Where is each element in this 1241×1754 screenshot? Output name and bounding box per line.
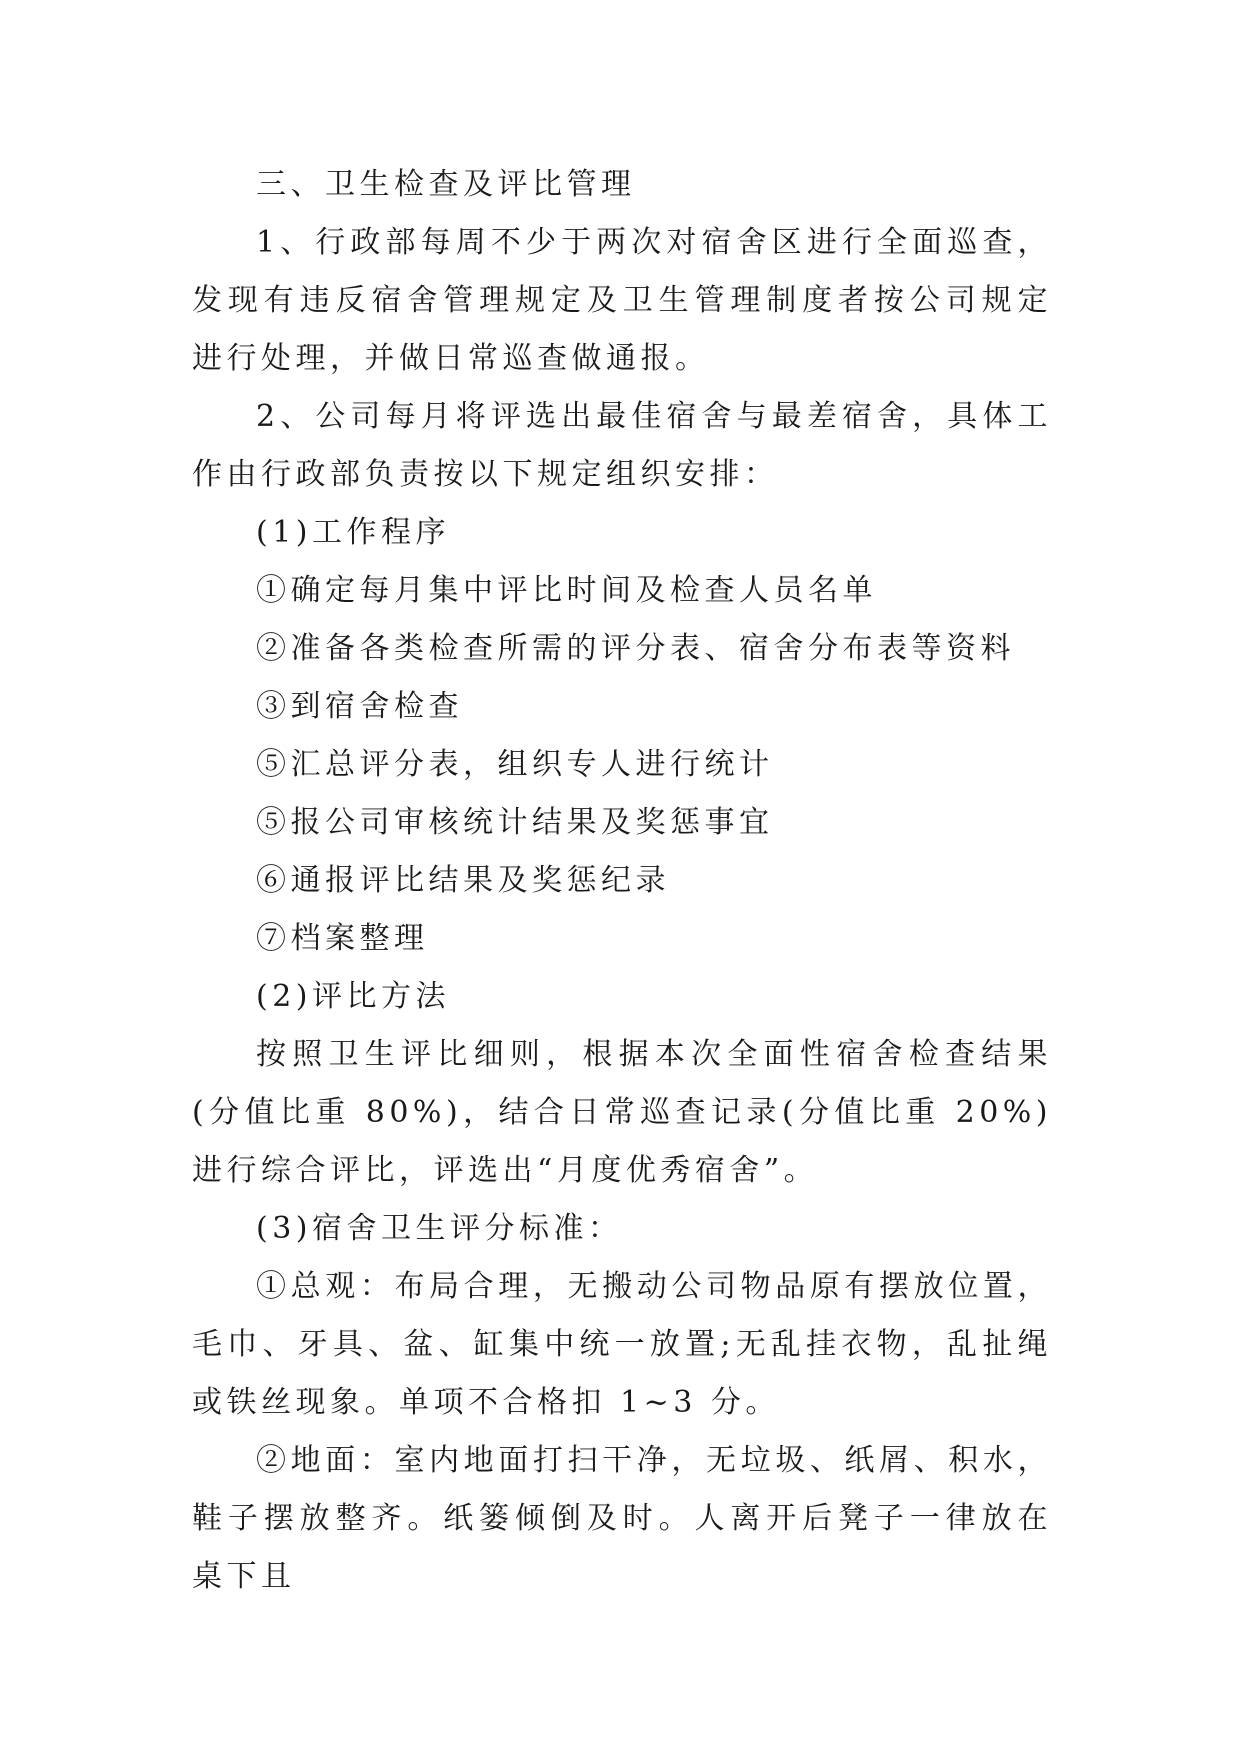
procedure-step: ⑦档案整理 [256, 921, 429, 956]
procedure-step: ③到宿舍检查 [256, 689, 463, 724]
procedure-step: ⑤报公司审核统计结果及奖惩事宜 [256, 805, 774, 840]
subheading-procedure: (1)工作程序 [256, 515, 450, 550]
paragraph-monthly-selection: 2、公司每月将评选出最佳宿舍与最差宿舍，具体工作由行政部负责按以下规定组织安排： [192, 399, 1052, 492]
subheading-method: (2)评比方法 [256, 979, 450, 1014]
procedure-step: ①确定每月集中评比时间及检查人员名单 [256, 573, 877, 608]
procedure-step: ②准备各类检查所需的评分表、宿舍分布表等资料 [256, 631, 1015, 666]
paragraph-method: 按照卫生评比细则，根据本次全面性宿舍检查结果(分值比重 80%)，结合日常巡查记录(分值比重 20%)进行综合评比，评选出“月度优秀宿舍”。 [192, 1037, 1052, 1188]
procedure-step: ⑥通报评比结果及奖惩纪录 [256, 863, 670, 898]
standard-floor: ②地面：室内地面打扫干净，无垃圾、纸屑、积水，鞋子摆放整齐。纸篓倾倒及时。人离开后凳子一律放在桌下且 [192, 1443, 1052, 1594]
paragraph-inspection: 1、行政部每周不少于两次对宿舍区进行全面巡查，发现有违反宿舍管理规定及卫生管理制度者按公司规定进行处理，并做日常巡查做通报。 [192, 225, 1052, 376]
subheading-standard: (3)宿舍卫生评分标准： [256, 1211, 623, 1246]
document-body [192, 156, 1052, 1606]
procedure-step: ⑤汇总评分表，组织专人进行统计 [256, 747, 774, 782]
standard-overall: ①总观：布局合理，无搬动公司物品原有摆放位置，毛巾、牙具、盆、缸集中统一放置;无乱挂衣物，乱扯绳或铁丝现象。单项不合格扣 1~3 分。 [192, 1269, 1052, 1420]
section-heading: 三、卫生检查及评比管理 [256, 167, 636, 202]
